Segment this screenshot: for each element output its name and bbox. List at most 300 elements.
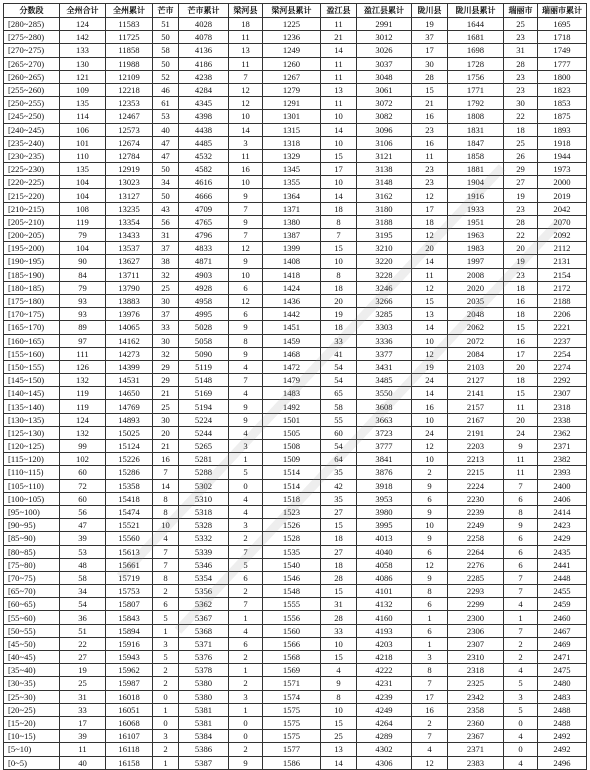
table-cell: 1318	[263, 136, 321, 149]
table-cell: 2448	[538, 571, 587, 584]
table-cell: 27	[321, 505, 357, 518]
score-range-cell: [145~150)	[4, 374, 60, 387]
table-row	[4, 374, 587, 387]
column-header: 瑞丽市	[504, 4, 538, 18]
table-cell: 1371	[263, 202, 321, 215]
table-cell: 50	[153, 57, 179, 70]
table-cell: 17	[504, 347, 538, 360]
table-cell: 13433	[106, 229, 153, 242]
table-cell: 6	[412, 545, 448, 558]
table-cell: 8	[412, 664, 448, 677]
score-distribution-sheet	[3, 3, 587, 770]
table-cell: 16	[504, 294, 538, 307]
table-cell: 16	[153, 453, 179, 466]
table-cell: 2215	[448, 466, 504, 479]
table-cell: 2	[153, 585, 179, 598]
table-cell: 39	[60, 532, 106, 545]
table-row	[4, 387, 587, 400]
table-cell: 6	[504, 545, 538, 558]
table-cell: 12	[412, 440, 448, 453]
table-cell: 1756	[448, 70, 504, 83]
table-cell: 10	[321, 136, 357, 149]
table-cell: 5028	[179, 321, 229, 334]
table-cell: 12109	[106, 70, 153, 83]
table-cell: 42	[321, 479, 357, 492]
table-cell: 6	[229, 571, 263, 584]
table-cell: 5339	[179, 545, 229, 558]
table-cell: 1575	[263, 730, 321, 743]
table-cell: 11	[321, 70, 357, 83]
table-cell: 1918	[538, 136, 587, 149]
table-cell: 19	[412, 18, 448, 31]
score-range-cell: [35~40)	[4, 664, 60, 677]
table-cell: 3777	[357, 440, 412, 453]
table-cell: 2	[229, 532, 263, 545]
table-cell: 18	[504, 308, 538, 321]
table-cell: 5380	[179, 677, 229, 690]
table-cell: 4666	[179, 189, 229, 202]
table-cell: 4132	[357, 598, 412, 611]
table-cell: 6	[412, 492, 448, 505]
table-cell: 8	[321, 215, 357, 228]
table-cell: 1518	[263, 492, 321, 505]
table-cell: 1963	[448, 229, 504, 242]
score-range-cell: [280~285)	[4, 18, 60, 31]
table-cell: 1	[229, 453, 263, 466]
table-cell: 12	[412, 347, 448, 360]
table-cell: 15	[321, 651, 357, 664]
table-cell: 84	[60, 268, 106, 281]
table-cell: 5381	[179, 716, 229, 729]
table-cell: 5371	[179, 637, 229, 650]
table-cell: 23	[504, 202, 538, 215]
table-cell: 3162	[357, 189, 412, 202]
table-cell: 1451	[263, 321, 321, 334]
table-cell: 13976	[106, 308, 153, 321]
table-cell: 2469	[538, 637, 587, 650]
table-cell: 1267	[263, 70, 321, 83]
table-cell: 14	[321, 756, 357, 769]
table-cell: 2167	[448, 413, 504, 426]
table-cell: 32	[153, 268, 179, 281]
table-cell: 2035	[448, 294, 504, 307]
table-cell: 1279	[263, 83, 321, 96]
table-row	[4, 294, 587, 307]
table-cell: 72	[60, 479, 106, 492]
score-range-cell: [205~210)	[4, 215, 60, 228]
table-cell: 11	[412, 268, 448, 281]
table-cell: 19	[412, 360, 448, 373]
table-cell: 2	[229, 651, 263, 664]
table-cell: 5354	[179, 571, 229, 584]
table-cell: 13	[321, 743, 357, 756]
table-cell: 25	[153, 400, 179, 413]
table-cell: 4086	[357, 571, 412, 584]
table-cell: 6	[504, 558, 538, 571]
table-cell: 0	[229, 479, 263, 492]
table-cell: 4485	[179, 136, 229, 149]
table-cell: 3228	[357, 268, 412, 281]
table-cell: 4284	[179, 83, 229, 96]
table-cell: 2318	[448, 664, 504, 677]
table-row	[4, 44, 587, 57]
table-cell: 10	[229, 268, 263, 281]
table-cell: 4193	[357, 624, 412, 637]
table-cell: 1586	[263, 756, 321, 769]
table-cell: 124	[60, 18, 106, 31]
table-cell: 29	[504, 163, 538, 176]
table-cell: 16068	[106, 716, 153, 729]
table-cell: 19	[321, 308, 357, 321]
table-cell: 14065	[106, 321, 153, 334]
table-cell: 93	[60, 294, 106, 307]
column-header: 芒市	[153, 4, 179, 18]
table-cell: 3285	[357, 308, 412, 321]
table-row	[4, 57, 587, 70]
table-cell: 33	[60, 703, 106, 716]
table-cell: 6	[153, 598, 179, 611]
table-cell: 4	[153, 532, 179, 545]
table-row	[4, 453, 587, 466]
table-cell: 2991	[357, 18, 412, 31]
table-row	[4, 466, 587, 479]
table-cell: 4	[504, 756, 538, 769]
table-cell: 14	[412, 321, 448, 334]
table-cell: 10	[321, 255, 357, 268]
table-cell: 2423	[538, 519, 587, 532]
table-cell: 25	[153, 281, 179, 294]
table-cell: 7	[504, 585, 538, 598]
table-cell: 1291	[263, 97, 321, 110]
table-cell: 12	[412, 756, 448, 769]
table-cell: 2254	[538, 347, 587, 360]
table-cell: 1523	[263, 505, 321, 518]
table-cell: 18	[321, 558, 357, 571]
table-cell: 0	[504, 716, 538, 729]
table-cell: 6	[504, 492, 538, 505]
table-cell: 3876	[357, 466, 412, 479]
table-row	[4, 18, 587, 31]
table-cell: 2221	[538, 321, 587, 334]
table-cell: 13790	[106, 281, 153, 294]
table-cell: 3723	[357, 426, 412, 439]
table-cell: 4	[504, 598, 538, 611]
table-cell: 12218	[106, 83, 153, 96]
table-cell: 4796	[179, 229, 229, 242]
table-cell: 4	[504, 664, 538, 677]
table-cell: 3195	[357, 229, 412, 242]
score-range-cell: [125~130)	[4, 426, 60, 439]
table-cell: 27	[321, 545, 357, 558]
table-cell: 24	[504, 426, 538, 439]
table-cell: 1	[412, 637, 448, 650]
table-cell: 121	[60, 70, 106, 83]
table-cell: 1560	[263, 624, 321, 637]
table-cell: 2019	[538, 189, 587, 202]
table-cell: 5346	[179, 558, 229, 571]
column-header: 瑞丽市累计	[538, 4, 587, 18]
table-cell: 1644	[448, 18, 504, 31]
table-cell: 12919	[106, 163, 153, 176]
table-cell: 11	[321, 57, 357, 70]
table-cell: 33	[321, 334, 357, 347]
table-cell: 22	[504, 229, 538, 242]
table-cell: 16158	[106, 756, 153, 769]
table-cell: 15807	[106, 598, 153, 611]
table-cell: 11583	[106, 18, 153, 31]
table-cell: 10	[412, 413, 448, 426]
table-cell: 3061	[357, 83, 412, 96]
table-cell: 1225	[263, 18, 321, 31]
table-cell: 1904	[448, 176, 504, 189]
table-cell: 46	[153, 83, 179, 96]
score-range-cell: [180~185)	[4, 281, 60, 294]
table-cell: 11	[229, 57, 263, 70]
table-cell: 28	[504, 57, 538, 70]
table-cell: 4532	[179, 149, 229, 162]
table-cell: 2141	[448, 387, 504, 400]
table-cell: 1472	[263, 360, 321, 373]
table-cell: 5380	[179, 690, 229, 703]
table-cell: 25	[321, 730, 357, 743]
table-cell: 1509	[263, 453, 321, 466]
table-cell: 29	[153, 374, 179, 387]
table-cell: 1933	[448, 202, 504, 215]
table-cell: 0	[504, 743, 538, 756]
table-cell: 15	[321, 585, 357, 598]
table-cell: 1345	[263, 163, 321, 176]
table-cell: 1847	[448, 136, 504, 149]
table-cell: 4289	[357, 730, 412, 743]
table-cell: 60	[60, 466, 106, 479]
table-cell: 15987	[106, 677, 153, 690]
table-cell: 23	[504, 268, 538, 281]
table-cell: 9	[412, 532, 448, 545]
table-row	[4, 598, 587, 611]
table-cell: 3096	[357, 123, 412, 136]
table-cell: 4013	[357, 532, 412, 545]
score-range-cell: [210~215)	[4, 202, 60, 215]
table-cell: 39	[60, 730, 106, 743]
table-cell: 15286	[106, 466, 153, 479]
table-cell: 7	[504, 624, 538, 637]
table-row	[4, 716, 587, 729]
table-row	[4, 215, 587, 228]
table-cell: 90	[60, 255, 106, 268]
table-cell: 1575	[263, 716, 321, 729]
score-range-cell: [215~220)	[4, 189, 60, 202]
score-range-cell: [170~175)	[4, 308, 60, 321]
table-cell: 15	[321, 149, 357, 162]
table-cell: 21	[153, 440, 179, 453]
table-cell: 2264	[448, 545, 504, 558]
table-cell: 16107	[106, 730, 153, 743]
score-range-cell: [270~275)	[4, 44, 60, 57]
table-cell: 1387	[263, 229, 321, 242]
table-cell: 15962	[106, 664, 153, 677]
table-cell: 1569	[263, 664, 321, 677]
table-cell: 9	[229, 215, 263, 228]
table-cell: 11	[504, 400, 538, 413]
score-range-cell: [40~45)	[4, 651, 60, 664]
table-cell: 8	[504, 505, 538, 518]
table-cell: 61	[153, 97, 179, 110]
table-cell: 7	[153, 558, 179, 571]
table-cell: 51	[153, 18, 179, 31]
table-cell: 65	[321, 387, 357, 400]
table-cell: 15124	[106, 440, 153, 453]
table-cell: 6	[412, 624, 448, 637]
table-cell: 2092	[538, 229, 587, 242]
table-cell: 4302	[357, 743, 412, 756]
table-cell: 10	[321, 703, 357, 716]
table-cell: 16	[229, 163, 263, 176]
table-row	[4, 756, 587, 769]
table-cell: 3336	[357, 334, 412, 347]
table-cell: 4438	[179, 123, 229, 136]
table-cell: 47	[153, 136, 179, 149]
table-cell: 9	[412, 505, 448, 518]
table-cell: 15	[321, 519, 357, 532]
table-cell: 32	[153, 347, 179, 360]
table-cell: 30	[153, 413, 179, 426]
table-row	[4, 690, 587, 703]
table-cell: 17	[60, 716, 106, 729]
table-cell: 40	[60, 756, 106, 769]
table-cell: 4040	[357, 545, 412, 558]
table-cell: 23	[412, 163, 448, 176]
table-cell: 1577	[263, 743, 321, 756]
table-cell: 114	[60, 110, 106, 123]
table-cell: 4871	[179, 255, 229, 268]
table-cell: 1951	[448, 215, 504, 228]
table-row	[4, 571, 587, 584]
table-cell: 19	[60, 664, 106, 677]
table-cell: 2276	[448, 558, 504, 571]
table-cell: 54	[321, 374, 357, 387]
table-cell: 27	[504, 176, 538, 189]
table-cell: 5288	[179, 466, 229, 479]
table-cell: 3953	[357, 492, 412, 505]
table-cell: 19	[504, 189, 538, 202]
table-cell: 4903	[179, 268, 229, 281]
table-cell: 0	[229, 730, 263, 743]
table-cell: 16051	[106, 703, 153, 716]
table-cell: 11	[229, 149, 263, 162]
table-cell: 9	[412, 479, 448, 492]
table-cell: 1555	[263, 598, 321, 611]
table-cell: 1301	[263, 110, 321, 123]
table-cell: 1777	[538, 57, 587, 70]
table-cell: 17	[321, 163, 357, 176]
table-row	[4, 703, 587, 716]
table-cell: 3485	[357, 374, 412, 387]
table-cell: 7	[321, 229, 357, 242]
table-cell: 9	[321, 677, 357, 690]
table-cell: 11	[504, 466, 538, 479]
table-cell: 2230	[448, 492, 504, 505]
table-cell: 12	[412, 558, 448, 571]
table-cell: 56	[153, 215, 179, 228]
table-row	[4, 31, 587, 44]
table-row	[4, 519, 587, 532]
table-cell: 5302	[179, 479, 229, 492]
column-header: 陇川县	[412, 4, 448, 18]
table-cell: 2154	[538, 268, 587, 281]
table-cell: 14	[412, 255, 448, 268]
table-cell: 10	[321, 110, 357, 123]
table-cell: 2483	[538, 690, 587, 703]
table-row	[4, 585, 587, 598]
table-cell: 12784	[106, 149, 153, 162]
table-cell: 11	[504, 453, 538, 466]
table-cell: 93	[60, 308, 106, 321]
table-cell: 8	[153, 505, 179, 518]
score-range-cell: [0~5)	[4, 756, 60, 769]
table-cell: 1380	[263, 215, 321, 228]
table-cell: 11	[321, 97, 357, 110]
table-cell: 15	[504, 387, 538, 400]
column-header: 梁河县	[229, 4, 263, 18]
table-cell: 8	[153, 492, 179, 505]
table-cell: 1492	[263, 400, 321, 413]
score-range-cell: [10~15)	[4, 730, 60, 743]
table-cell: 1315	[263, 123, 321, 136]
table-cell: 14	[153, 479, 179, 492]
table-cell: 2307	[538, 387, 587, 400]
table-cell: 9	[229, 413, 263, 426]
table-cell: 38	[153, 255, 179, 268]
score-range-cell: [80~85)	[4, 545, 60, 558]
table-cell: 108	[60, 202, 106, 215]
table-cell: 2	[229, 743, 263, 756]
table-cell: 13127	[106, 189, 153, 202]
table-cell: 9	[229, 756, 263, 769]
table-cell: 4160	[357, 611, 412, 624]
table-cell: 1574	[263, 690, 321, 703]
score-range-cell: [105~110)	[4, 479, 60, 492]
table-cell: 1548	[263, 585, 321, 598]
score-range-cell: [90~95)	[4, 519, 60, 532]
table-cell: 2	[412, 716, 448, 729]
table-cell: 18	[321, 321, 357, 334]
score-range-cell: [20~25)	[4, 703, 60, 716]
table-cell: 2358	[448, 703, 504, 716]
table-cell: 2112	[538, 242, 587, 255]
table-cell: 14893	[106, 413, 153, 426]
table-cell: 8	[321, 690, 357, 703]
score-range-cell: [240~245)	[4, 123, 60, 136]
table-cell: 79	[60, 281, 106, 294]
table-cell: 1575	[263, 703, 321, 716]
table-cell: 135	[60, 163, 106, 176]
table-cell: 2467	[538, 624, 587, 637]
table-cell: 21	[321, 31, 357, 44]
table-cell: 3037	[357, 57, 412, 70]
score-range-cell: [45~50)	[4, 637, 60, 650]
table-cell: 3377	[357, 347, 412, 360]
table-cell: 5119	[179, 360, 229, 373]
table-cell: 2224	[448, 479, 504, 492]
table-cell: 13537	[106, 242, 153, 255]
table-cell: 5	[153, 651, 179, 664]
table-cell: 31	[504, 44, 538, 57]
table-row	[4, 149, 587, 162]
table-cell: 5194	[179, 400, 229, 413]
table-cell: 1364	[263, 189, 321, 202]
table-cell: 12	[229, 294, 263, 307]
table-cell: 1983	[448, 242, 504, 255]
